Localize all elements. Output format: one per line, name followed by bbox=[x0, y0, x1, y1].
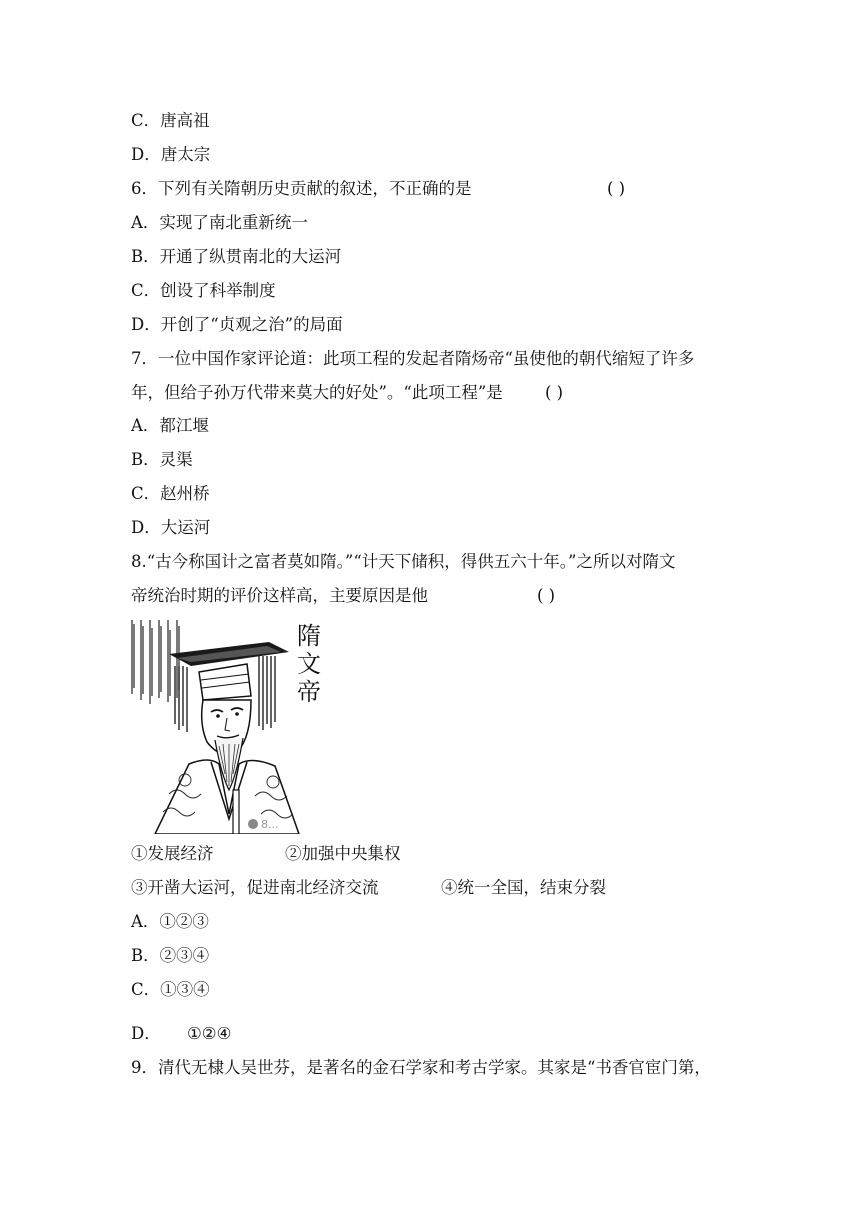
option-b-q6: B．开通了纵贯南北的大运河 bbox=[131, 247, 342, 266]
option-d-q8-label: D． bbox=[131, 1024, 161, 1043]
question-6: 6．下列有关隋朝历史贡献的叙述，不正确的是 bbox=[131, 179, 472, 198]
portrait-drawing bbox=[129, 614, 323, 834]
option-c-q6: C．创设了科举制度 bbox=[131, 281, 276, 300]
option-d-q7: D．大运河 bbox=[131, 518, 211, 537]
question-7-line-1: 7．一位中国作家评论道：此项工程的发起者隋炀帝“虽使他的朝代缩短了许多 bbox=[131, 349, 695, 368]
answer-blank-q7: ( ) bbox=[545, 383, 564, 402]
portrait-title-char-1: 隋 bbox=[297, 622, 321, 650]
portrait-title-char-2: 文 bbox=[297, 650, 321, 678]
option-d-q5: D．唐太宗 bbox=[131, 145, 211, 164]
watermark-text: 8... bbox=[261, 818, 279, 831]
question-7-line-2: 年，但给子孙万代带来莫大的好处”。“此项工程”是 bbox=[131, 383, 503, 402]
option-c-q7: C．赵州桥 bbox=[131, 484, 210, 503]
option-a-q6: A．实现了南北重新统一 bbox=[131, 213, 308, 232]
statement-4: ④统一全国，结束分裂 bbox=[441, 878, 606, 897]
answer-blank-q8: ( ) bbox=[537, 586, 556, 605]
option-b-q7: B．灵渠 bbox=[131, 450, 193, 469]
sui-wendi-portrait bbox=[129, 614, 323, 834]
option-c-q5: C．唐高祖 bbox=[131, 111, 210, 130]
statement-2: ②加强中央集权 bbox=[285, 844, 401, 863]
option-b-q8: B．②③④ bbox=[131, 946, 210, 965]
option-a-q8: A．①②③ bbox=[131, 912, 209, 931]
statement-3: ③开凿大运河，促进南北经济交流 bbox=[131, 878, 379, 897]
option-a-q7: A．都江堰 bbox=[131, 416, 209, 435]
question-8-line-1: 8.“古今称国计之富者莫如隋。”“计天下储积，得供五六十年。”之所以对隋文 bbox=[131, 552, 676, 571]
option-c-q8: C．①③④ bbox=[131, 980, 210, 999]
question-9-line-1: 9．清代无棣人吴世芬，是著名的金石学家和考古学家。其家是“书香官宦门第， bbox=[131, 1058, 711, 1077]
answer-blank-q6: ( ) bbox=[607, 179, 626, 198]
option-d-q6: D．开创了“贞观之治”的局面 bbox=[131, 315, 343, 334]
portrait-title-char-3: 帝 bbox=[297, 678, 321, 706]
statement-1: ①发展经济 bbox=[131, 844, 214, 863]
option-d-q8-text: ①②④ bbox=[187, 1024, 232, 1043]
question-8-line-2: 帝统治时期的评价这样高，主要原因是他 bbox=[131, 586, 428, 605]
side-inscription bbox=[132, 620, 179, 704]
